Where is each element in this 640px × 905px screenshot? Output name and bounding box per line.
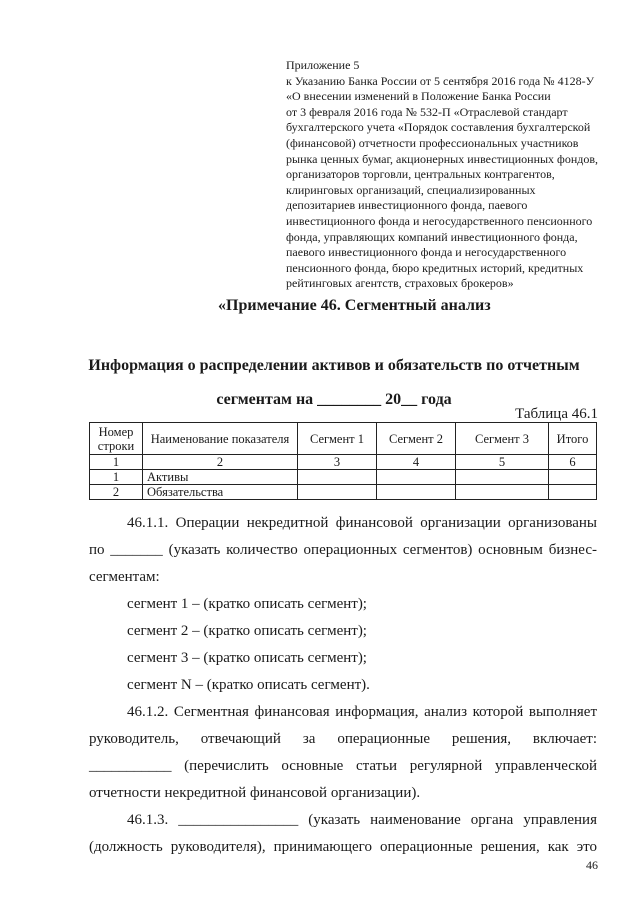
row-number: 2: [90, 485, 143, 500]
info-title-line2: сегментам на ________ 20__ года: [216, 391, 452, 408]
colnum-cell: 1: [90, 455, 143, 470]
empty-cell: [377, 470, 456, 485]
empty-cell: [298, 470, 377, 485]
paragraph-46-1-2-line2: руководитель, отвечающий за операционные решения, включает:: [89, 731, 597, 747]
appendix-line: бухгалтерского учета «Порядок составления бухгалтерской: [286, 120, 591, 135]
header-cell: Номер строки: [90, 423, 143, 455]
paragraph-46-1-1-line2: по _______ (указать количество операционных сегментов) основным бизнес-: [89, 542, 597, 558]
segment-table: [89, 422, 597, 500]
colnum-cell: 5: [456, 455, 549, 470]
empty-cell: [377, 485, 456, 500]
table-row: [90, 470, 597, 485]
paragraph-46-1-1-line3: сегментам:: [89, 569, 160, 585]
note-title: «Примечание 46. Сегментный анализ: [218, 297, 491, 314]
appendix-line: (финансовой) отчетности профессиональных участников: [286, 135, 579, 150]
page-number: 46: [586, 858, 598, 872]
appendix-line: от 3 февраля 2016 года № 532-П «Отраслевой стандарт: [286, 104, 568, 119]
appendix-line: фонда, управляющих компаний инвестиционного фонда,: [286, 229, 578, 244]
colnum-cell: 6: [549, 455, 597, 470]
segment-item: сегмент 3 – (кратко описать сегмент);: [127, 650, 367, 666]
paragraph-46-1-2-line4: отчетности некредитной финансовой организации).: [89, 785, 421, 801]
appendix-line: «О внесении изменений в Положение Банка России: [286, 89, 551, 104]
header-cell: Сегмент 1: [298, 423, 377, 455]
segment-item: сегмент 2 – (кратко описать сегмент);: [127, 623, 367, 639]
appendix-line: Приложение 5: [286, 58, 360, 72]
appendix-line: инвестиционного фонда и негосударственного пенсионного: [286, 213, 593, 228]
header-cell: Итого: [549, 423, 597, 455]
row-number: 1: [90, 470, 143, 485]
empty-cell: [549, 485, 597, 500]
body-text: [89, 510, 597, 861]
appendix-line: пенсионного фонда, бюро кредитных историй, кредитных: [286, 260, 584, 275]
table-header-row: [90, 423, 597, 455]
colnum-cell: 3: [298, 455, 377, 470]
table-number: Таблица 46.1: [515, 406, 598, 422]
row-name: Обязательства: [143, 485, 298, 500]
colnum-cell: 4: [377, 455, 456, 470]
appendix-line: клиринговых организаций, специализированных: [286, 182, 536, 197]
paragraph-46-1-2-line1: 46.1.2. Сегментная финансовая информация, анализ которой выполняет: [127, 704, 597, 720]
info-title: [84, 349, 584, 417]
appendix-line: депозитариев инвестиционного фонда, паевого: [286, 198, 528, 213]
table-row: [90, 485, 597, 500]
appendix-line: к Указанию Банка России от 5 сентября 2016 года № 4128-У: [286, 73, 595, 88]
paragraph-46-1-3-line2: (должность руководителя), принимающего операционные решения, как это: [89, 839, 597, 855]
appendix-header: [286, 58, 606, 292]
segment-item: сегмент 1 – (кратко описать сегмент);: [127, 596, 367, 612]
empty-cell: [298, 485, 377, 500]
appendix-line: организаторов торговли, центральных контрагентов,: [286, 167, 555, 182]
empty-cell: [549, 470, 597, 485]
table-colnum-row: [90, 455, 597, 470]
row-name: Активы: [143, 470, 298, 485]
empty-cell: [456, 485, 549, 500]
segment-item: сегмент N – (кратко описать сегмент).: [127, 677, 370, 693]
info-title-line1: Информация о распределении активов и обязательств по отчетным: [88, 357, 580, 374]
colnum-cell: 2: [143, 455, 298, 470]
header-cell: Наименование показателя: [143, 423, 298, 455]
paragraph-46-1-2-line3: ___________ (перечислить основные статьи регулярной управленческой: [89, 758, 597, 774]
header-cell: Сегмент 2: [377, 423, 456, 455]
appendix-line: паевого инвестиционного фонда и негосударственного: [286, 245, 567, 260]
header-cell: Сегмент 3: [456, 423, 549, 455]
paragraph-46-1-1-line1: 46.1.1. Операции некредитной финансовой организации организованы: [127, 515, 597, 531]
appendix-line: рынка ценных бумаг, акционерных инвестиционных фондов,: [286, 151, 599, 166]
paragraph-46-1-3-line1: 46.1.3. ________________ (указать наименование органа управления: [127, 812, 597, 828]
empty-cell: [456, 470, 549, 485]
appendix-line: рейтинговых агентств, страховых брокеров»: [286, 276, 514, 291]
